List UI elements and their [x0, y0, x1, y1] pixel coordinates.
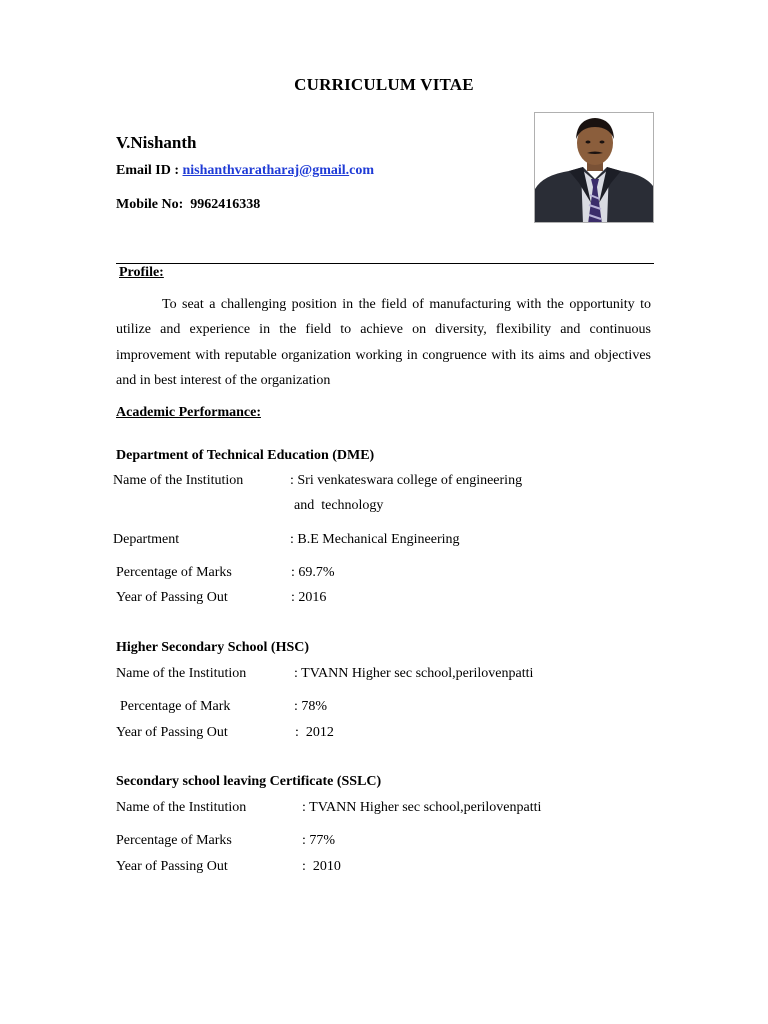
- dme-percentage-label: Percentage of Marks: [116, 565, 232, 580]
- sslc-year-value: : 2010: [302, 859, 341, 874]
- dme-institution-value: : Sri venkateswara college of engineering: [290, 473, 523, 488]
- email-line: [116, 163, 374, 179]
- academic-heading: Academic Performance:: [116, 405, 261, 420]
- sslc-institution-label: Name of the Institution: [116, 800, 247, 815]
- sslc-percentage-value: : 77%: [302, 833, 336, 848]
- profile-text-block: [116, 292, 651, 394]
- sslc-institution-value: : TVANN Higher sec school,perilovenpatti: [302, 800, 542, 815]
- dme-institution-label: Name of the Institution: [113, 473, 244, 488]
- hsc-heading: Higher Secondary School (HSC): [116, 640, 310, 655]
- mobile-number: 9962416338: [190, 197, 261, 212]
- candidate-name: V.Nishanth: [116, 133, 197, 152]
- sslc-year-label: Year of Passing Out: [116, 859, 228, 874]
- hsc-year-label: Year of Passing Out: [116, 725, 228, 740]
- profile-text: To seat a challenging position in the field of manufacturing with the opportunity to utilize and experience in the field to achieve on diversity, flexibility and continuous improvement with reputable organization working in congruence with its aims and objectives and in best interest of the organization: [116, 297, 651, 389]
- email-label: Email ID :: [116, 163, 179, 178]
- dme-department-value: : B.E Mechanical Engineering: [290, 532, 460, 547]
- hsc-percentage-label: Percentage of Mark: [120, 699, 231, 714]
- hsc-institution-value: : TVANN Higher sec school,perilovenpatti: [294, 666, 534, 681]
- mobile-label: Mobile No:: [116, 197, 184, 212]
- section-divider: [116, 263, 654, 264]
- mobile-line: [116, 197, 260, 213]
- dme-department-label: Department: [113, 532, 180, 547]
- dme-year-value: : 2016: [291, 590, 327, 605]
- person-photo-icon: [534, 112, 654, 223]
- hsc-institution-label: Name of the Institution: [116, 666, 247, 681]
- hsc-year-value: : 2012: [295, 725, 334, 740]
- profile-heading: Profile:: [119, 265, 164, 280]
- sslc-heading: Secondary school leaving Certificate (SSLC): [116, 774, 382, 789]
- email-link[interactable]: nishanthvaratharaj@gmail.: [182, 163, 350, 178]
- document-title: CURRICULUM VITAE: [294, 75, 474, 94]
- dme-institution-value-cont: and technology: [294, 498, 384, 513]
- sslc-percentage-label: Percentage of Marks: [116, 833, 232, 848]
- email-suffix: com: [349, 163, 375, 178]
- dme-year-label: Year of Passing Out: [116, 590, 228, 605]
- dme-percentage-value: : 69.7%: [291, 565, 335, 580]
- dme-heading: Department of Technical Education (DME): [116, 448, 375, 463]
- hsc-percentage-value: : 78%: [294, 699, 328, 714]
